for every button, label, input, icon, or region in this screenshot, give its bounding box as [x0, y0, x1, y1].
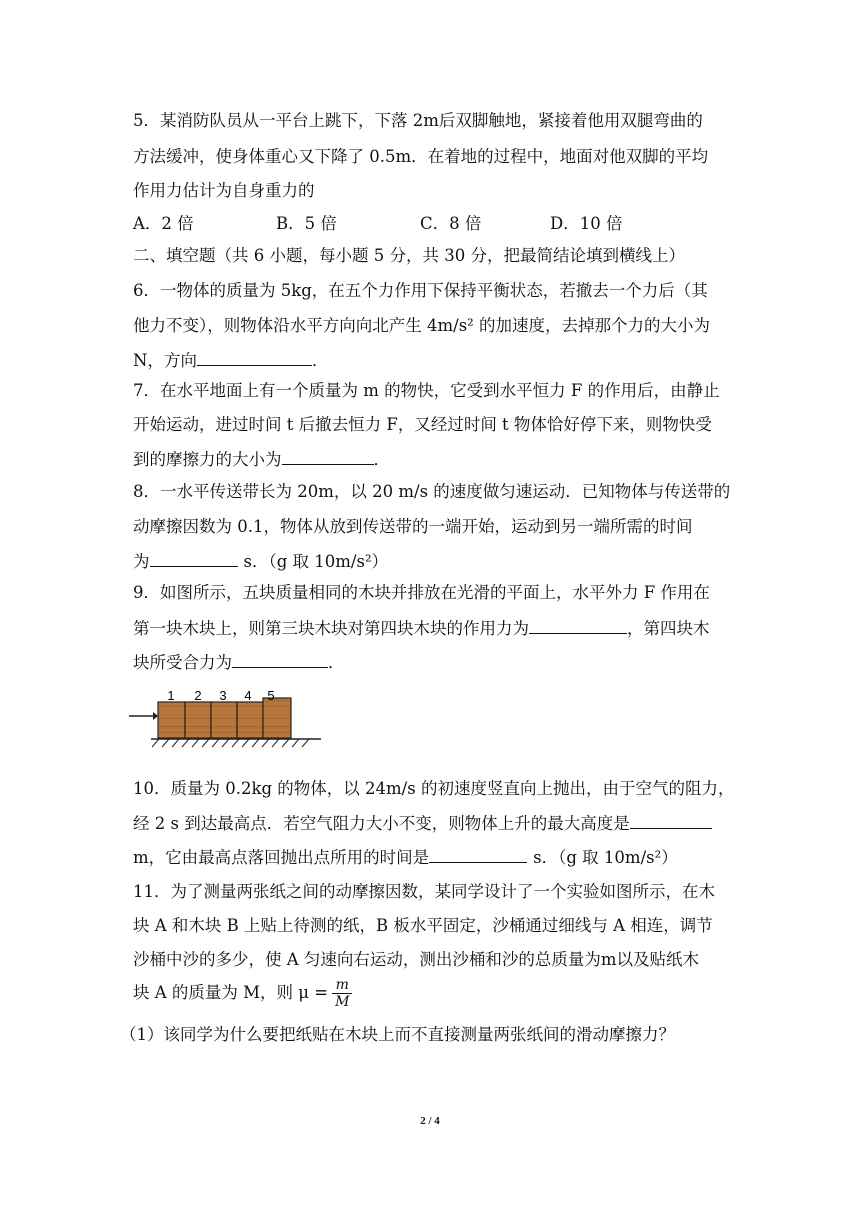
q6-line2: 他力不变），则物体沿水平方向向北产生 4m/s² 的加速度，去掉那个力的大小为: [133, 316, 711, 335]
q9-line3-prefix: 块所受合力为: [133, 653, 232, 672]
q11-line1: 11．为了测量两张纸之间的动摩擦因数，某同学设计了一个实验如图所示，在木: [133, 882, 715, 901]
section-heading: 二、填空题（共 6 小题，每小题 5 分，共 30 分，把最简结论填到横线上）: [133, 246, 685, 265]
block-4: [237, 702, 263, 738]
q10-line3: [133, 847, 678, 868]
q11-sub1: （1）该同学为什么要把纸贴在木块上而不直接测量两张纸间的滑动摩擦力？: [120, 1025, 675, 1044]
q6-line3: [133, 350, 328, 371]
answer-blank: [150, 551, 238, 567]
q7-line3-prefix: 到的摩擦力的大小为: [133, 450, 282, 469]
q7-line1: 7．在水平地面上有一个质量为 m 的物快，它受到水平恒力 F 的作用后，由静止: [133, 381, 720, 400]
q9-line2-suffix: ，第四块木: [627, 619, 710, 638]
q11-line3: 沙桶中沙的多少，使 A 匀速向右运动，测出沙桶和沙的总质量为m以及贴纸木: [133, 950, 700, 969]
fraction-numerator: m: [332, 977, 352, 994]
answer-blank: [429, 847, 527, 863]
q7-line3-suffix: ．: [373, 450, 390, 469]
q5-line2: 方法缓冲，使身体重心又下降了 0.5m．在着地的过程中，地面对他双脚的平均: [133, 147, 709, 166]
block-label: 1: [167, 688, 175, 703]
q11-line4: [133, 976, 352, 1010]
q9-line1: 9．如图所示，五块质量相同的木块并排放在光滑的平面上，水平外力 F 作用在: [133, 583, 710, 602]
answer-blank: [529, 618, 627, 634]
block-label: 4: [244, 688, 252, 703]
q8-line3-suffix: s．（g 取 10m/s²）: [243, 552, 389, 571]
q5-option-d: D．10 倍: [550, 214, 623, 233]
q7-line3: [133, 449, 390, 470]
q9-line3-suffix: ．: [328, 653, 345, 672]
q8-line1: 8．一水平传送带长为 20m，以 20 m/s 的速度做匀速运动．已知物体与传送带的: [133, 482, 731, 501]
q10-line3-prefix: m，它由最高点落回抛出点所用的时间是: [133, 848, 430, 867]
block-5: [263, 698, 291, 738]
q8-line3: [133, 551, 388, 572]
page-number: 2 / 4: [420, 1115, 440, 1127]
q11-line4-text: 块 A 的质量为 M，则 μ =: [133, 983, 329, 1002]
q6-line3-suffix: ．: [311, 351, 329, 370]
ground-line: [151, 739, 321, 747]
q7-line2: 开始运动，进过时间 t 后撤去恒力 F，又经过时间 t 物体恰好停下来，则物快受: [133, 415, 712, 434]
mu-fraction: [332, 977, 352, 1010]
q11-line2: 块 A 和木块 B 上贴上待测的纸，B 板水平固定，沙桶通过细线与 A 相连，调节: [133, 916, 713, 935]
q8-line2: 动摩擦因数为 0.1，物体从放到传送带的一端开始，运动到另一端所需的时间: [133, 517, 693, 536]
block-2: [185, 702, 211, 738]
answer-blank: [232, 652, 328, 668]
q10-line3-suffix: s．（g 取 10m/s²）: [533, 848, 678, 867]
force-arrow-icon: [129, 712, 158, 720]
q5-option-b: B．5 倍: [276, 214, 337, 233]
q6-line3-prefix: N，方向: [133, 351, 197, 370]
q10-line2-text: 经 2 s 到达最高点．若空气阻力大小不变，则物体上升的最大高度是: [133, 814, 630, 833]
q5-option-c: C．8 倍: [420, 214, 482, 233]
block-label: 2: [194, 688, 202, 703]
blocks-figure: [125, 688, 325, 750]
answer-blank: [630, 813, 712, 829]
q5-line1: 5．某消防队员从一平台上跳下，下落 2m后双脚触地，紧接着他用双腿弯曲的: [133, 111, 703, 130]
q8-line3-prefix: 为: [133, 552, 150, 571]
q9-line2-prefix: 第一块木块上，则第三块木块对第四块木块的作用力为: [133, 619, 529, 638]
q10-line2: [133, 813, 712, 834]
q5-line3: 作用力估计为自身重力的: [133, 181, 315, 200]
block-3: [211, 702, 237, 738]
q9-line2: [133, 618, 710, 639]
q6-line1: 6．一物体的质量为 5kg，在五个力作用下保持平衡状态，若撤去一个力后（其: [133, 281, 708, 300]
q9-line3: [133, 652, 345, 673]
block-label: 5: [267, 688, 275, 703]
q5-option-a: A．2 倍: [133, 214, 194, 233]
q10-line1: 10．质量为 0.2kg 的物体，以 24m/s 的初速度竖直向上抛出，由于空气的阻力，: [133, 779, 735, 798]
fraction-denominator: M: [335, 994, 350, 1010]
block-label: 3: [219, 688, 227, 703]
block-1: [158, 702, 185, 738]
answer-blank: [282, 449, 374, 465]
answer-blank: [197, 350, 312, 366]
